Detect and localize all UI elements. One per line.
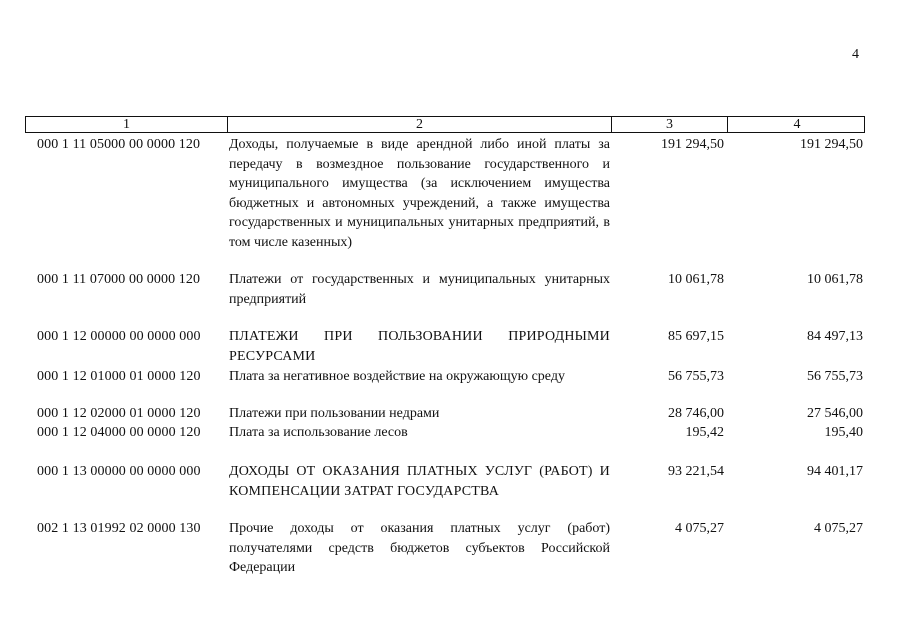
row-value-col3: 195,42 (685, 425, 724, 440)
header-col-1: 1 (123, 117, 130, 132)
table-row (25, 462, 865, 501)
row-value-col3: 28 746,00 (668, 406, 724, 421)
table-row (25, 519, 865, 578)
page-number: 4 (852, 47, 859, 62)
row-code: 000 1 12 00000 00 0000 000 (37, 329, 201, 344)
header-col-3: 3 (611, 117, 727, 132)
row-description: ПЛАТЕЖИ ПРИ ПОЛЬЗОВАНИИ ПРИРОДНЫМИ РЕСУРСАМИ (229, 329, 610, 364)
table-row (25, 367, 865, 387)
row-description: Платежи от государственных и муниципальных унитарных предприятий (229, 272, 610, 307)
row-value-col4: 191 294,50 (800, 137, 863, 152)
row-description: Плата за использование лесов (229, 425, 408, 440)
table-row (25, 404, 865, 424)
row-value-col4: 10 061,78 (807, 272, 863, 287)
header-col-4: 4 (727, 117, 866, 132)
table-header (25, 116, 865, 133)
header-col-2: 2 (227, 117, 611, 132)
table-row (25, 270, 865, 309)
row-description: ДОХОДЫ ОТ ОКАЗАНИЯ ПЛАТНЫХ УСЛУГ (РАБОТ) И КОМПЕНСАЦИИ ЗАТРАТ ГОСУДАРСТВА (229, 464, 610, 499)
revenue-table (25, 116, 865, 575)
row-description: Платежи при пользовании недрами (229, 406, 440, 421)
row-code: 000 1 13 00000 00 0000 000 (37, 464, 201, 479)
row-value-col4: 94 401,17 (807, 464, 863, 479)
row-code: 000 1 12 02000 01 0000 120 (37, 406, 201, 421)
row-value-col3: 93 221,54 (668, 464, 724, 479)
row-value-col4: 27 546,00 (807, 406, 863, 421)
row-value-col3: 191 294,50 (661, 137, 724, 152)
row-description: Прочие доходы от оказания платных услуг (работ) получателями средств бюджетов субъектов Российской Федерации (229, 521, 610, 575)
table-row (25, 135, 865, 252)
row-code: 000 1 11 07000 00 0000 120 (37, 272, 201, 287)
row-code: 000 1 12 04000 00 0000 120 (37, 425, 201, 440)
table-row (25, 327, 865, 366)
row-value-col3: 4 075,27 (675, 521, 724, 536)
table-row (25, 423, 865, 443)
row-code: 000 1 12 01000 01 0000 120 (37, 369, 201, 384)
row-value-col3: 56 755,73 (668, 369, 724, 384)
row-value-col4: 84 497,13 (807, 329, 863, 344)
row-value-col3: 10 061,78 (668, 272, 724, 287)
row-code: 002 1 13 01992 02 0000 130 (37, 521, 201, 536)
row-value-col4: 56 755,73 (807, 369, 863, 384)
row-value-col4: 195,40 (824, 425, 863, 440)
row-value-col4: 4 075,27 (814, 521, 863, 536)
row-description: Плата за негативное воздействие на окружающую среду (229, 369, 565, 384)
row-value-col3: 85 697,15 (668, 329, 724, 344)
row-description: Доходы, получаемые в виде арендной либо иной платы за передачу в возмездное пользование государственного и муниципального имущества (за исключением имущества бюджетных и автономных учреждений, а также имущества государственных и муниципальных унитарных предприятий, в том числе казенных) (229, 137, 610, 250)
row-code: 000 1 11 05000 00 0000 120 (37, 137, 201, 152)
